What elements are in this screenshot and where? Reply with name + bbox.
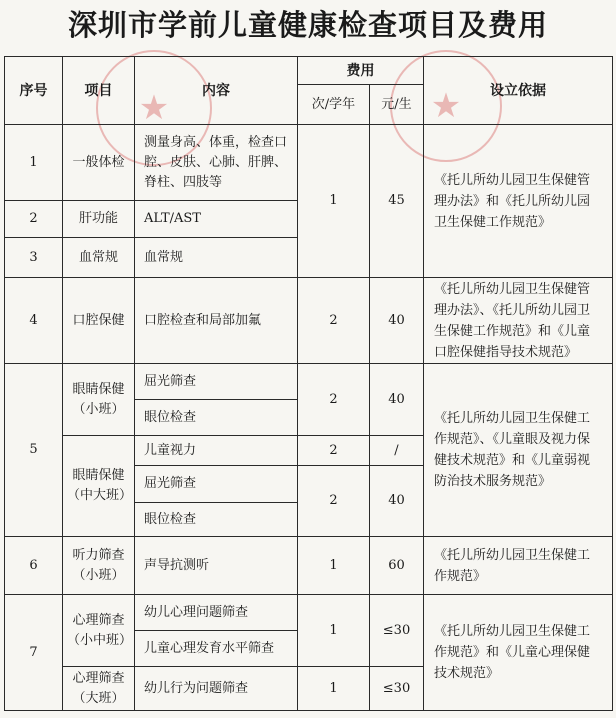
content-cell: 声导抗测听 [135, 537, 298, 595]
times-cell: 1 [298, 125, 370, 278]
price-cell: 60 [370, 537, 424, 595]
times-cell: 1 [298, 537, 370, 595]
times-cell: 2 [298, 364, 370, 436]
price-cell: 40 [370, 364, 424, 436]
price-cell: 40 [370, 466, 424, 537]
item-cell: 心理筛查（小中班） [63, 595, 135, 667]
content-cell: 测量身高、体重，检查口腔、皮肤、心肺、肝脾、脊柱、四肢等 [135, 125, 298, 201]
seq-cell: 7 [5, 595, 63, 711]
basis-cell: 《托儿所幼儿园卫生保健工作规范》和《儿童心理保健技术规范》 [424, 595, 613, 711]
header-item: 项目 [63, 57, 135, 125]
item-cell: 听力筛查（小班） [63, 537, 135, 595]
seq-cell: 5 [5, 364, 63, 537]
price-cell: 45 [370, 125, 424, 278]
seq-cell: 3 [5, 238, 63, 278]
content-cell: 眼位检查 [135, 400, 298, 436]
content-cell: 幼儿心理问题筛查 [135, 595, 298, 631]
header-per-child: 元/生 [370, 85, 424, 125]
times-cell: 1 [298, 667, 370, 711]
seal-star-icon: ★ [430, 86, 462, 126]
item-cell: 一般体检 [63, 125, 135, 201]
item-cell: 口腔保健 [63, 278, 135, 364]
item-cell: 肝功能 [63, 201, 135, 238]
basis-cell: 《托儿所幼儿园卫生保健管理办法》、《托儿所幼儿园卫生保健工作规范》和《儿童口腔保健指导技术规范》 [424, 278, 613, 364]
header-fee: 费用 [298, 57, 424, 85]
times-cell: 1 [298, 595, 370, 667]
content-cell: 血常规 [135, 238, 298, 278]
basis-cell: 《托儿所幼儿园卫生保健工作规范》 [424, 537, 613, 595]
basis-cell: 《托儿所幼儿园卫生保健管理办法》和《托儿所幼儿园卫生保健工作规范》 [424, 125, 613, 278]
content-cell: 儿童心理发育水平筛查 [135, 631, 298, 667]
seq-cell: 1 [5, 125, 63, 201]
header-seq: 序号 [5, 57, 63, 125]
item-cell: 心理筛查（大班） [63, 667, 135, 711]
item-cell: 眼睛保健（中大班） [63, 436, 135, 537]
content-cell: 口腔检查和局部加氟 [135, 278, 298, 364]
content-cell: 幼儿行为问题筛查 [135, 667, 298, 711]
content-cell: ALT/AST [135, 201, 298, 238]
item-cell: 血常规 [63, 238, 135, 278]
content-cell: 儿童视力 [135, 436, 298, 466]
content-cell: 屈光筛查 [135, 466, 298, 503]
health-check-table [4, 56, 613, 711]
basis-cell: 《托儿所幼儿园卫生保健工作规范》、《儿童眼及视力保健技术规范》和《儿童弱视防治技术服务规范》 [424, 364, 613, 537]
price-cell: ≤30 [370, 667, 424, 711]
header-per-year: 次/学年 [298, 85, 370, 125]
content-cell: 屈光筛查 [135, 364, 298, 400]
price-cell: ≤30 [370, 595, 424, 667]
times-cell: 2 [298, 466, 370, 537]
seal-star-icon: ★ [138, 88, 170, 128]
document-title: 深圳市学前儿童健康检查项目及费用 [67, 8, 548, 42]
content-cell: 眼位检查 [135, 503, 298, 537]
item-cell: 眼睛保健（小班） [63, 364, 135, 436]
header-content: 内容 [135, 57, 298, 125]
seq-cell: 6 [5, 537, 63, 595]
times-cell: 2 [298, 436, 370, 466]
seq-cell: 4 [5, 278, 63, 364]
times-cell: 2 [298, 278, 370, 364]
header-basis: 设立依据 [424, 57, 613, 125]
seq-cell: 2 [5, 201, 63, 238]
price-cell: / [370, 436, 424, 466]
price-cell: 40 [370, 278, 424, 364]
